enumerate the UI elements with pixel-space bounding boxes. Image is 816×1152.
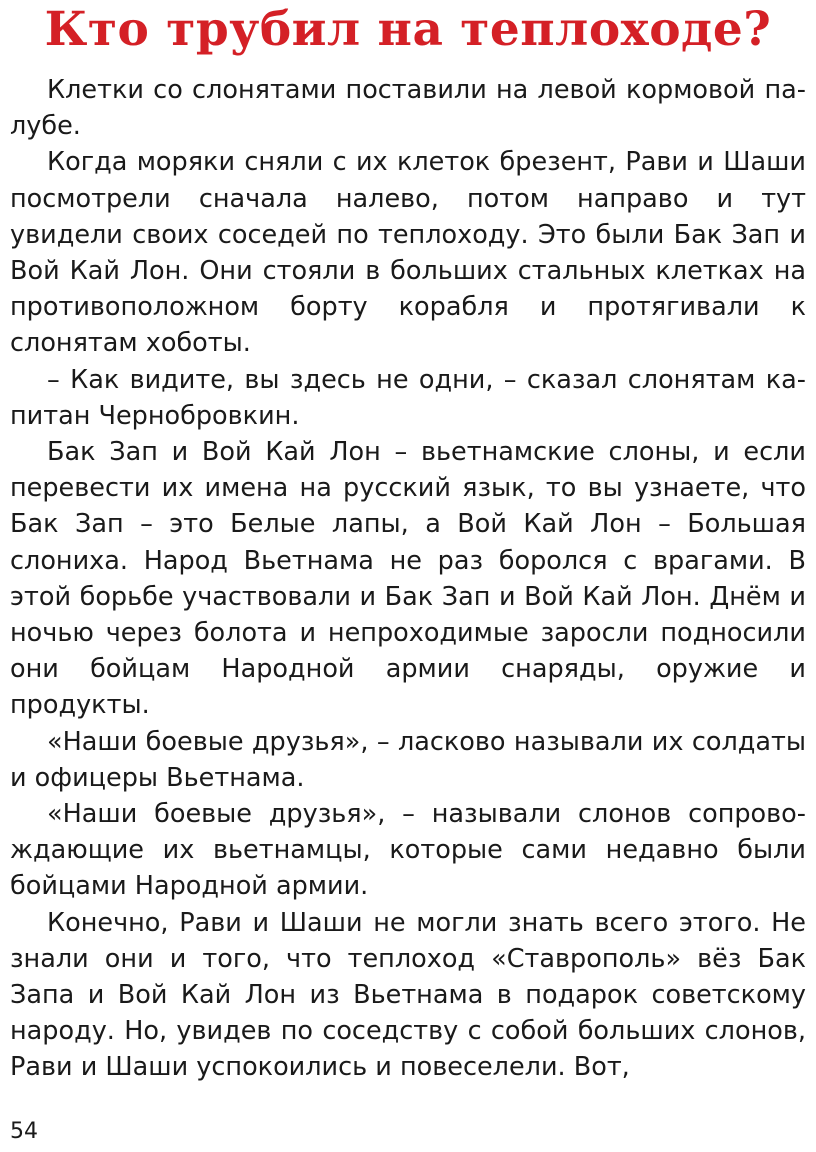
body-text bbox=[10, 72, 806, 1086]
paragraph: «Наши боевые друзья», – называли слонов сопровождающие их вьетнамцы, которые сами недавно были бойцами Народной армии. bbox=[10, 799, 806, 902]
paragraph: Бак Зап и Вой Кай Лон – вьетнамские слоны, и если перевести их имена на русский язык, то вы узнаете, что Бак Зап – это Белые лапы, а Вой Кай Лон – Большая слониха. Народ Вьетнама не раз боролся с врагами. В этой борьбе участвовали и Бак Зап и Вой Кай Лон. Днём и ночью через болота и непроходимые заросли подносили они бойцам Народной армии снаряды, оружие и продукты. bbox=[10, 437, 806, 721]
paragraph: – Как видите, вы здесь не одни, – сказал слонятам капитан Чернобровкин. bbox=[10, 364, 806, 431]
paragraph: «Наши боевые друзья», – ласково называли их солдаты и офицеры Вьетнама. bbox=[10, 726, 806, 793]
paragraph: Клетки со слонятами поставили на левой кормовой палубе. bbox=[10, 75, 806, 142]
paragraph: Когда моряки сняли с их клеток брезент, Рави и Шаши посмотрели сначала налево, потом направо и тут увидели своих соседей по теплоходу. Это были Бак Зап и Вой Кай Лон. Они стояли в больших стальных клетках на противоположном борту корабля и протягивали к слонятам хоботы. bbox=[10, 147, 806, 359]
paragraph: Конечно, Рави и Шаши не могли знать всего этого. Не знали они и того, что теплоход «Ставрополь» вёз Бак Запа и Вой Кай Лон из Вьетнама в подарок советскому народу. Но, увидев по соседству с собой больших слонов, Рави и Шаши успокоились и повеселели. Вот, bbox=[10, 907, 806, 1083]
chapter-title: Кто трубил на теплоходе? bbox=[44, 2, 772, 57]
page-number: 54 bbox=[10, 1119, 38, 1144]
